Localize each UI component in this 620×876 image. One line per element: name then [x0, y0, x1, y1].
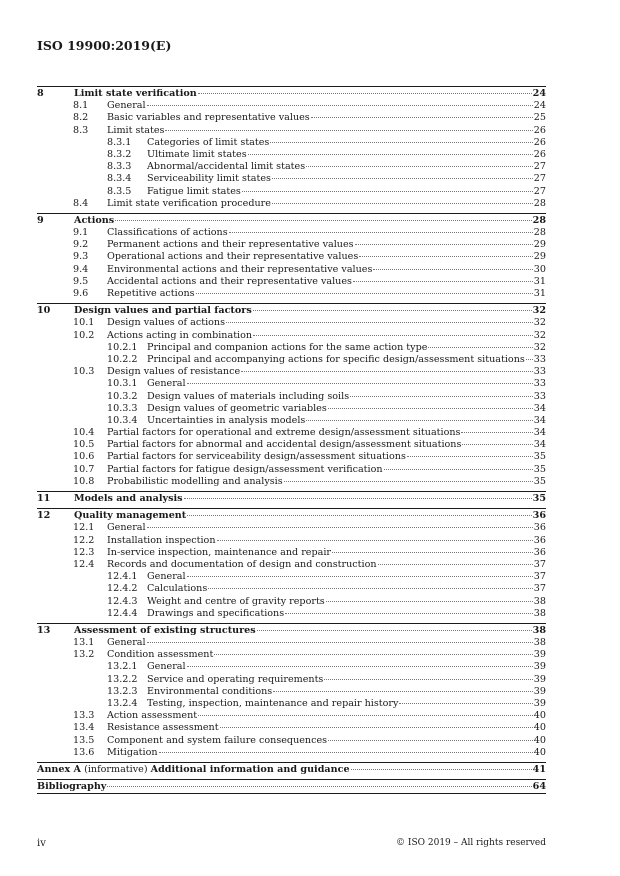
toc-entry-number: 13.6 [73, 746, 95, 758]
toc-leader-dots [253, 310, 532, 311]
toc-leader-dots [328, 408, 533, 409]
toc-leader-dots [147, 105, 533, 106]
toc-entry-number: 8.3.2 [107, 148, 132, 160]
toc-leader-dots [461, 432, 532, 433]
toc-entry-page: 40 [533, 746, 546, 758]
toc-entry-page: 40 [533, 722, 546, 734]
toc-entry-number: 8.3.4 [107, 173, 132, 185]
toc-entry-page: 34 [533, 439, 546, 451]
toc-entry-page: 24 [532, 88, 546, 99]
toc-leader-dots [115, 220, 532, 221]
toc-entry-number: 11 [37, 493, 51, 504]
toc-entry-title: Testing, inspection, maintenance and repair history [147, 698, 399, 709]
toc-section [37, 508, 546, 620]
toc-entry[interactable] [37, 239, 546, 251]
toc-entry[interactable] [37, 112, 546, 124]
toc-entry-number: 13.3 [73, 710, 95, 722]
toc-entry-number: 13.2.3 [107, 685, 138, 697]
toc-entry-annex[interactable] [37, 764, 546, 776]
toc-entry-title: Uncertainties in analysis models [147, 414, 306, 426]
toc-leader-dots [241, 371, 533, 372]
toc-entry[interactable] [37, 439, 546, 451]
toc-entry-title: General [107, 637, 146, 649]
toc-entry-page: 39 [533, 685, 546, 697]
toc-entry-number: 10.3 [73, 366, 95, 378]
toc-entry-title: Design values of materials including soils [147, 390, 350, 402]
toc-entry-title: General [147, 661, 186, 673]
toc-entry[interactable] [37, 686, 546, 698]
table-of-contents [37, 86, 546, 794]
toc-entry[interactable] [37, 698, 546, 710]
toc-entry-number: 13.1 [73, 637, 95, 649]
toc-leader-dots [311, 117, 533, 118]
toc-leader-dots [306, 166, 533, 167]
toc-entry-title: General [107, 100, 146, 112]
toc-leader-dots [208, 588, 533, 589]
toc-entry[interactable] [37, 559, 546, 571]
toc-entry[interactable] [37, 288, 546, 300]
toc-entry-bibliography[interactable] [37, 781, 546, 793]
toc-leader-dots [428, 347, 532, 348]
toc-entry-page: 38 [533, 637, 546, 649]
toc-entry-number: 13.2.1 [107, 661, 138, 673]
toc-entry[interactable] [37, 227, 546, 239]
toc-entry-number: 10.2.2 [107, 353, 138, 365]
toc-leader-dots [306, 420, 532, 421]
toc-entry-title: Calculations [147, 583, 208, 595]
toc-entry[interactable] [37, 342, 546, 354]
toc-entry-page: 40 [533, 710, 546, 722]
toc-entry[interactable] [37, 571, 546, 583]
toc-entry-page: 36 [533, 534, 546, 546]
toc-entry-number: 10.3.4 [107, 414, 138, 426]
toc-entry-number: 12.1 [73, 522, 95, 534]
toc-entry-title: Drawings and specifications [147, 607, 285, 619]
page-number: iv [37, 838, 46, 849]
toc-entry-number: 12.4 [73, 558, 95, 570]
bibliography-page: 64 [532, 781, 546, 793]
toc-entry-page: 39 [533, 661, 546, 673]
toc-entry[interactable] [37, 722, 546, 734]
toc-entry-number: 10.3.3 [107, 402, 138, 414]
toc-entry-number: 9 [37, 214, 44, 226]
toc-entry-page: 39 [533, 698, 546, 709]
toc-entry-title: Limit state verification [74, 88, 197, 99]
toc-entry[interactable] [37, 173, 546, 185]
toc-entry-page: 35 [533, 463, 546, 475]
document-header: ISO 19900:2019(E) [37, 38, 172, 53]
toc-leader-dots [272, 203, 533, 204]
toc-leader-dots [229, 232, 533, 233]
toc-entry[interactable] [37, 378, 546, 390]
toc-entry-title: Ultimate limit states [147, 148, 247, 160]
toc-section [37, 86, 546, 210]
toc-entry-page: 26 [533, 124, 546, 136]
toc-entry-number: 12.4.2 [107, 583, 138, 595]
toc-entry-title: Service and operating requirements [147, 673, 324, 685]
toc-entry-number: 9.1 [73, 227, 89, 239]
toc-leader-dots [351, 769, 532, 770]
toc-leader-dots [187, 666, 533, 667]
toc-entry[interactable] [37, 354, 546, 366]
toc-entry[interactable] [37, 747, 546, 759]
toc-entry-page: 27 [533, 185, 546, 197]
toc-entry-page: 26 [533, 148, 546, 160]
toc-entry[interactable] [37, 403, 546, 415]
toc-entry[interactable] [37, 535, 546, 547]
toc-entry-page: 36 [533, 546, 546, 558]
toc-entry-title: Resistance assessment [107, 722, 219, 734]
toc-entry-page: 33 [533, 366, 546, 378]
toc-entry-page: 37 [533, 558, 546, 570]
toc-entry[interactable] [37, 608, 546, 620]
toc-entry-title: Actions [74, 214, 115, 226]
toc-leader-dots [332, 552, 533, 553]
toc-entry-title: Permanent actions and their representative values [107, 239, 354, 251]
toc-entry-number: 10.7 [73, 463, 95, 475]
toc-entry[interactable] [37, 661, 546, 673]
toc-entry-title: Operational actions and their representative values [107, 251, 359, 263]
annex-page: 41 [532, 763, 546, 775]
annex-title: Additional information and guidance [150, 763, 350, 775]
toc-leader-dots [257, 630, 532, 631]
toc-entry-number: 10 [37, 305, 51, 317]
toc-entry-number: 8 [37, 88, 44, 99]
toc-entry-title: Mitigation [107, 746, 158, 758]
toc-entry-title: Principal and companion actions for the same action type [147, 341, 428, 353]
toc-entry-number: 9.4 [73, 263, 89, 275]
toc-entry[interactable] [37, 427, 546, 439]
toc-leader-dots [196, 293, 533, 294]
toc-entry-title: Accidental actions and their representative values [107, 275, 352, 287]
toc-entry-page: 39 [533, 649, 546, 661]
toc-entry-number: 10.3.2 [107, 390, 138, 402]
toc-entry[interactable] [37, 637, 546, 649]
toc-entry-number: 10.3.1 [107, 378, 138, 390]
toc-entry-title: Environmental actions and their representative values [107, 263, 373, 275]
toc-entry-title: Partial factors for fatigue design/assessment verification [107, 463, 383, 475]
toc-leader-dots [107, 786, 531, 787]
toc-entry-number: 8.2 [73, 112, 89, 124]
bibliography-title: Bibliography [37, 781, 107, 793]
toc-entry-number: 12.2 [73, 534, 95, 546]
toc-entry-number: 8.3.3 [107, 161, 132, 173]
toc-entry-page: 25 [533, 112, 546, 124]
toc-entry-page: 26 [533, 136, 546, 148]
toc-entry-page: 38 [533, 607, 546, 619]
toc-entry-title: Classifications of actions [107, 227, 228, 239]
toc-entry[interactable] [37, 710, 546, 722]
toc-entry[interactable] [37, 186, 546, 198]
toc-entry-page: 38 [533, 595, 546, 607]
toc-entry-number: 10.8 [73, 475, 95, 487]
toc-entry[interactable] [37, 137, 546, 149]
toc-entry-number: 10.6 [73, 451, 95, 463]
toc-entry-number: 9.3 [73, 251, 89, 263]
toc-entry-number: 13.5 [73, 734, 95, 746]
toc-entry-title: Limit state verification procedure [107, 197, 271, 209]
toc-leader-dots [184, 498, 532, 499]
toc-entry-title: Design values of geometric variables [147, 402, 327, 414]
toc-entry-number: 10.5 [73, 439, 95, 451]
toc-entry-title: Serviceability limit states [147, 173, 271, 185]
toc-entry[interactable] [37, 583, 546, 595]
toc-entry-page: 29 [533, 251, 546, 263]
toc-entry-page: 29 [533, 239, 546, 251]
toc-entry[interactable] [37, 149, 546, 161]
toc-entry-page: 34 [533, 414, 546, 426]
toc-entry-page: 34 [533, 402, 546, 414]
toc-entry[interactable] [37, 161, 546, 173]
toc-leader-dots [187, 383, 533, 384]
toc-entry[interactable] [37, 100, 546, 112]
toc-entry-title: General [107, 522, 146, 534]
toc-entry-page: 32 [533, 317, 546, 329]
toc-leader-dots [253, 335, 533, 336]
toc-entry[interactable] [37, 88, 546, 100]
toc-entry-number: 9.6 [73, 288, 89, 299]
toc-entry[interactable] [37, 251, 546, 263]
toc-leader-dots [147, 642, 533, 643]
toc-entry[interactable] [37, 476, 546, 488]
toc-entry[interactable] [37, 596, 546, 608]
toc-leader-dots [526, 359, 533, 360]
toc-entry-title: Probabilistic modelling and analysis [107, 475, 283, 487]
toc-entry-page: 27 [533, 173, 546, 185]
toc-entry[interactable] [37, 317, 546, 329]
toc-leader-dots [353, 281, 533, 282]
toc-leader-dots [284, 481, 533, 482]
toc-entry-page: 37 [533, 583, 546, 595]
toc-entry-title: Condition assessment [107, 649, 214, 661]
toc-entry-page: 35 [533, 451, 546, 463]
toc-entry-page: 27 [533, 161, 546, 173]
toc-entry-page: 36 [533, 522, 546, 534]
toc-section-bibliography [37, 779, 546, 793]
toc-entry[interactable] [37, 649, 546, 661]
toc-entry-title: General [147, 571, 186, 583]
toc-entry-number: 10.2.1 [107, 341, 138, 353]
toc-entry-page: 30 [533, 263, 546, 275]
toc-leader-dots [384, 469, 533, 470]
page-footer [37, 838, 546, 849]
toc-leader-dots [355, 244, 533, 245]
toc-entry-page: 35 [533, 475, 546, 487]
toc-entry-title: Models and analysis [74, 493, 183, 504]
toc-entry-title: Action assessment [107, 710, 198, 722]
toc-entry-title: Assessment of existing structures [74, 624, 256, 636]
toc-entry-number: 13 [37, 624, 51, 636]
toc-entry-page: 39 [533, 673, 546, 685]
toc-entry-title: Partial factors for operational and extreme design/assessment situations [107, 427, 461, 439]
toc-entry-title: Design values of resistance [107, 366, 241, 378]
toc-entry-number: 12.3 [73, 546, 95, 558]
toc-entry[interactable] [37, 547, 546, 559]
toc-leader-dots [378, 564, 533, 565]
toc-entry-page: 33 [533, 390, 546, 402]
toc-entry-page: 34 [533, 427, 546, 439]
toc-entry-number: 13.2.4 [107, 698, 138, 709]
toc-entry-page: 40 [533, 734, 546, 746]
toc-end-rule [37, 793, 546, 794]
toc-leader-dots [324, 679, 532, 680]
toc-entry-title: Limit states [107, 124, 165, 136]
toc-leader-dots [187, 515, 531, 516]
toc-entry-title: Repetitive actions [107, 288, 195, 299]
toc-entry-number: 12 [37, 510, 51, 522]
toc-leader-dots [407, 456, 533, 457]
toc-leader-dots [273, 691, 533, 692]
toc-entry[interactable] [37, 305, 546, 317]
toc-entry-title: Design values and partial factors [74, 305, 252, 317]
toc-section [37, 303, 546, 488]
toc-entry-page: 28 [533, 227, 546, 239]
toc-leader-dots [220, 727, 533, 728]
toc-entry-page: 32 [533, 341, 546, 353]
toc-entry-title: Categories of limit states [147, 136, 270, 148]
annex-label: Annex A [37, 763, 82, 775]
toc-leader-dots [399, 703, 532, 704]
toc-entry[interactable] [37, 522, 546, 534]
toc-leader-dots [328, 740, 533, 741]
toc-entry-number: 13.4 [73, 722, 95, 734]
toc-entry-number: 10.1 [73, 317, 95, 329]
toc-leader-dots [270, 142, 532, 143]
toc-entry-number: 10.4 [73, 427, 95, 439]
toc-entry-title: General [147, 378, 186, 390]
toc-entry-title: Records and documentation of design and construction [107, 558, 377, 570]
toc-section [37, 623, 546, 759]
toc-entry-title: Environmental conditions [147, 685, 273, 697]
toc-entry-number: 9.2 [73, 239, 89, 251]
toc-entry-page: 38 [532, 624, 546, 636]
toc-entry[interactable] [37, 415, 546, 427]
toc-entry[interactable] [37, 464, 546, 476]
toc-leader-dots [165, 130, 532, 131]
toc-entry[interactable] [37, 674, 546, 686]
toc-leader-dots [248, 154, 533, 155]
toc-entry[interactable] [37, 215, 546, 227]
toc-entry-number: 13.2 [73, 649, 95, 661]
toc-entry-number: 13.2.2 [107, 673, 138, 685]
toc-leader-dots [326, 601, 533, 602]
toc-entry-title: Installation inspection [107, 534, 216, 546]
toc-entry-page: 35 [532, 493, 546, 504]
toc-entry-title: Abnormal/accidental limit states [147, 161, 306, 173]
toc-leader-dots [226, 322, 533, 323]
toc-entry-title: Basic variables and representative values [107, 112, 310, 124]
toc-entry-number: 8.3.1 [107, 136, 132, 148]
toc-entry-number: 8.3 [73, 124, 89, 136]
toc-leader-dots [217, 540, 533, 541]
toc-leader-dots [242, 191, 533, 192]
toc-entry-number: 12.4.1 [107, 571, 138, 583]
toc-leader-dots [350, 396, 533, 397]
toc-entry-page: 36 [532, 510, 546, 522]
toc-entry[interactable] [37, 125, 546, 137]
toc-entry-title: Quality management [74, 510, 187, 522]
toc-entry[interactable] [37, 264, 546, 276]
toc-leader-dots [285, 613, 533, 614]
toc-leader-dots [272, 178, 533, 179]
toc-entry[interactable] [37, 735, 546, 747]
toc-entry-page: 33 [533, 353, 546, 365]
toc-entry-title: Fatigue limit states [147, 185, 241, 197]
toc-entry[interactable] [37, 391, 546, 403]
toc-section [37, 213, 546, 300]
toc-entry-page: 28 [532, 214, 546, 226]
toc-entry[interactable] [37, 276, 546, 288]
toc-entry-title: Partial factors for abnormal and accidental design/assessment situations [107, 439, 462, 451]
toc-entry-title: Weight and centre of gravity reports [147, 595, 325, 607]
toc-entry-title: Design values of actions [107, 317, 226, 329]
toc-entry[interactable] [37, 330, 546, 342]
copyright-notice: © ISO 2019 – All rights reserved [396, 838, 546, 848]
toc-leader-dots [373, 269, 532, 270]
toc-entry[interactable] [37, 451, 546, 463]
toc-entry-page: 31 [533, 288, 546, 299]
toc-entry-number: 8.3.5 [107, 185, 132, 197]
toc-entry-number: 9.5 [73, 275, 89, 287]
toc-entry[interactable] [37, 625, 546, 637]
toc-entry-title: Component and system failure consequences [107, 734, 328, 746]
toc-entry-page: 32 [533, 329, 546, 341]
toc-entry-page: 31 [533, 275, 546, 287]
toc-section-annex [37, 762, 546, 776]
toc-leader-dots [147, 527, 533, 528]
toc-entry-number: 8.1 [73, 100, 89, 112]
toc-entry[interactable] [37, 366, 546, 378]
toc-leader-dots [198, 93, 532, 94]
toc-leader-dots [187, 576, 533, 577]
toc-entry-number: 12.4.3 [107, 595, 138, 607]
toc-entry-page: 24 [533, 100, 546, 112]
toc-leader-dots [159, 752, 533, 753]
toc-leader-dots [462, 444, 532, 445]
toc-entry[interactable] [37, 198, 546, 210]
toc-leader-dots [359, 256, 533, 257]
toc-entry-title: In-service inspection, maintenance and repair [107, 546, 331, 558]
toc-section [37, 491, 546, 505]
toc-entry-number: 8.4 [73, 197, 89, 209]
toc-entry[interactable] [37, 493, 546, 505]
toc-entry-page: 37 [533, 571, 546, 583]
toc-entry-number: 10.2 [73, 329, 95, 341]
toc-entry-page: 28 [533, 197, 546, 209]
toc-entry-title: Principal and accompanying actions for specific design/assessment situations [147, 353, 525, 365]
toc-leader-dots [198, 715, 533, 716]
toc-entry[interactable] [37, 510, 546, 522]
toc-entry-title: Actions acting in combination [107, 329, 253, 341]
toc-entry-number: 12.4.4 [107, 607, 138, 619]
annex-type: (informative) [84, 763, 148, 775]
toc-entry-page: 32 [532, 305, 546, 317]
toc-leader-dots [214, 654, 532, 655]
toc-entry-title: Partial factors for serviceability design/assessment situations [107, 451, 406, 463]
toc-entry-page: 33 [533, 378, 546, 390]
